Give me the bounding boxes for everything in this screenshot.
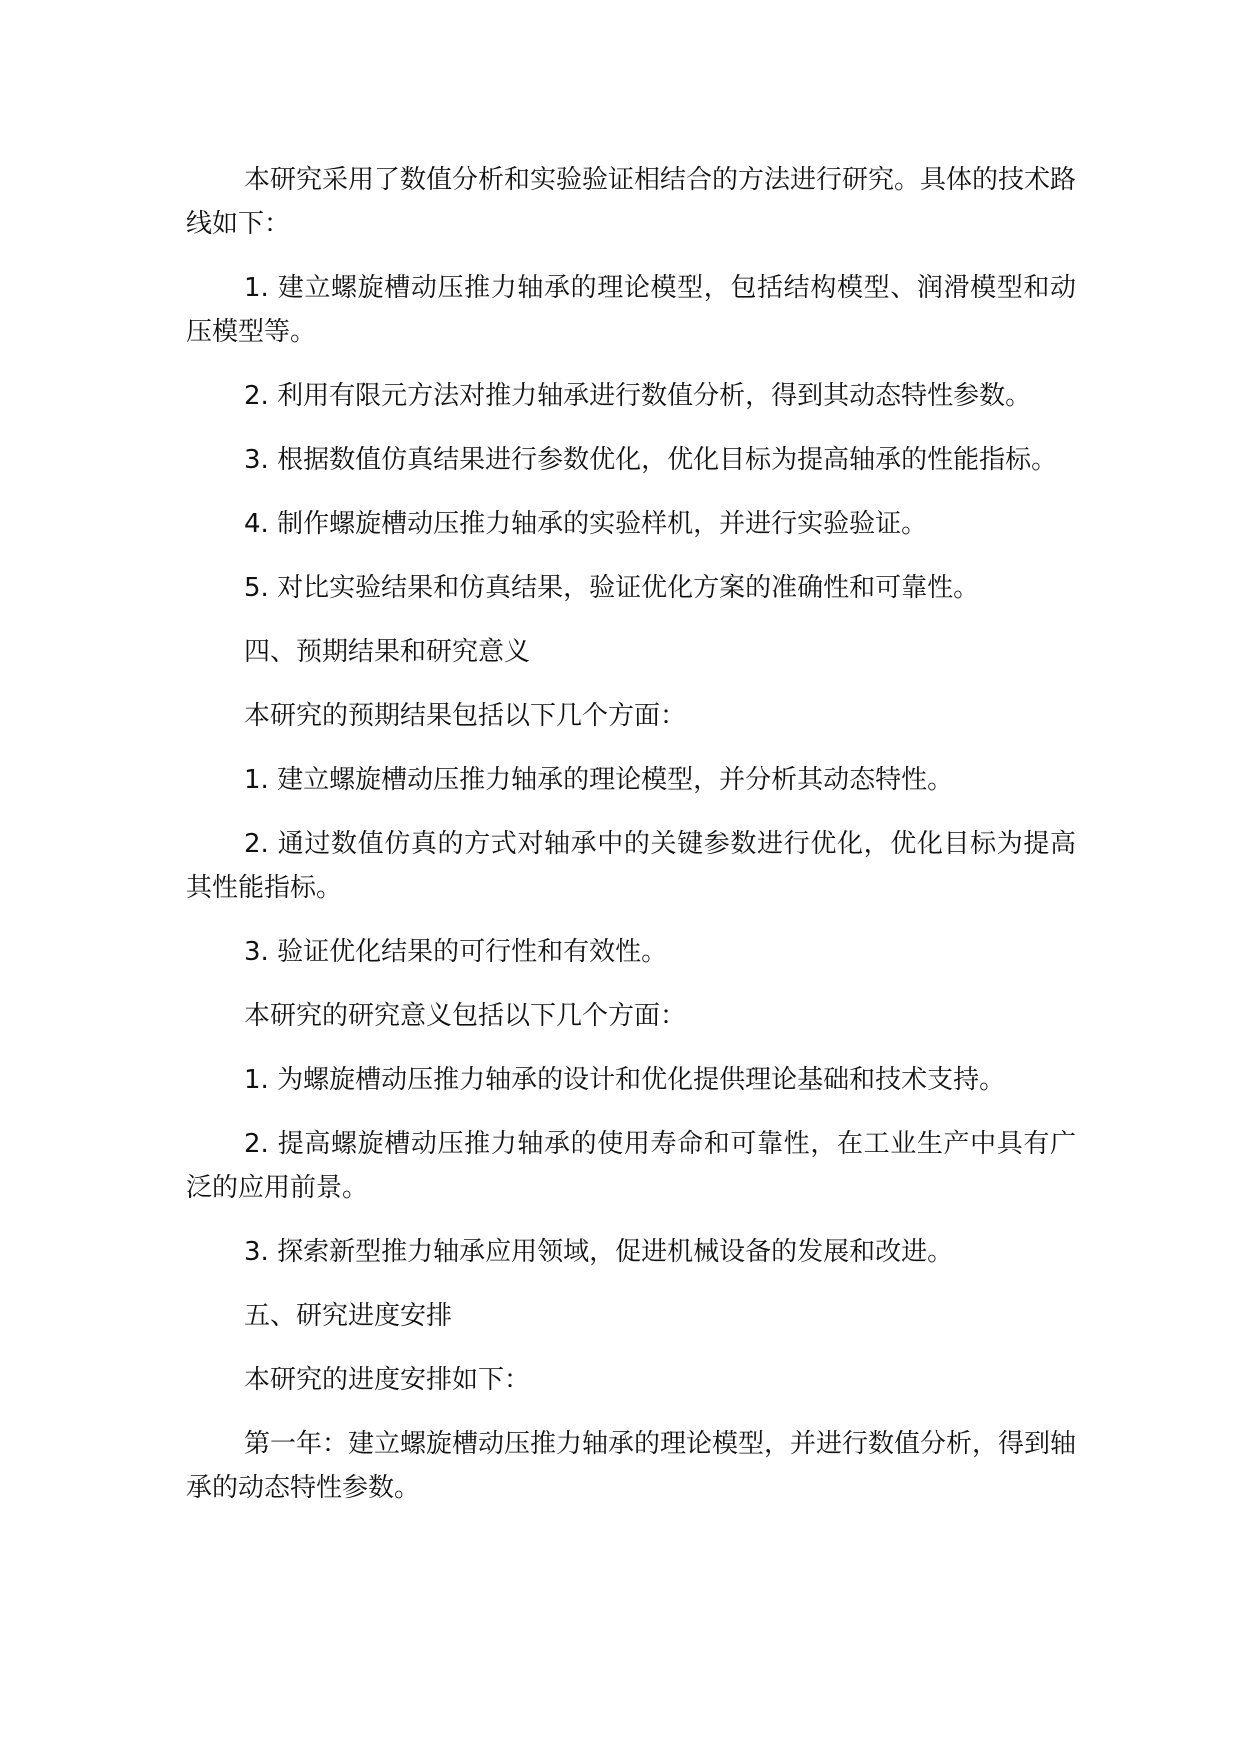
- section-heading-expected-results: 四、预期结果和研究意义: [244, 637, 531, 667]
- paragraph-route-step-5: 5. 对比实验结果和仿真结果，验证优化方案的准确性和可靠性。: [244, 573, 980, 603]
- paragraph-expected-result-3: 3. 验证优化结果的可行性和有效性。: [244, 937, 668, 967]
- paragraph-expected-result-2: 2. 通过数值仿真的方式对轴承中的关键参数进行优化，优化目标为提高其性能指标。: [186, 829, 1076, 903]
- paragraph-significance-intro: 本研究的研究意义包括以下几个方面：: [244, 1001, 687, 1031]
- paragraph-technical-route-intro: 本研究采用了数值分析和实验验证相结合的方法进行研究。具体的技术路线如下：: [186, 165, 1077, 239]
- paragraph-route-step-2: 2. 利用有限元方法对推力轴承进行数值分析，得到其动态特性参数。: [244, 381, 1032, 411]
- paragraph-schedule-intro: 本研究的进度安排如下：: [244, 1365, 531, 1395]
- paragraph-schedule-year-1: 第一年：建立螺旋槽动压推力轴承的理论模型，并进行数值分析，得到轴承的动态特性参数。: [186, 1429, 1077, 1503]
- paragraph-significance-1: 1. 为螺旋槽动压推力轴承的设计和优化提供理论基础和技术支持。: [244, 1065, 1006, 1095]
- paragraph-expected-results-intro: 本研究的预期结果包括以下几个方面：: [244, 701, 687, 731]
- paragraph-route-step-3: 3. 根据数值仿真结果进行参数优化，优化目标为提高轴承的性能指标。: [244, 445, 1058, 475]
- paragraph-significance-2: 2. 提高螺旋槽动压推力轴承的使用寿命和可靠性，在工业生产中具有广泛的应用前景。: [186, 1129, 1076, 1203]
- paragraph-route-step-1: 1. 建立螺旋槽动压推力轴承的理论模型，包括结构模型、润滑模型和动压模型等。: [186, 273, 1076, 347]
- paragraph-route-step-4: 4. 制作螺旋槽动压推力轴承的实验样机，并进行实验验证。: [244, 509, 928, 539]
- document-body: [186, 158, 1076, 1530]
- section-heading-schedule: 五、研究进度安排: [244, 1301, 453, 1331]
- paragraph-expected-result-1: 1. 建立螺旋槽动压推力轴承的理论模型，并分析其动态特性。: [244, 765, 954, 795]
- paragraph-significance-3: 3. 探索新型推力轴承应用领域，促进机械设备的发展和改进。: [244, 1237, 954, 1267]
